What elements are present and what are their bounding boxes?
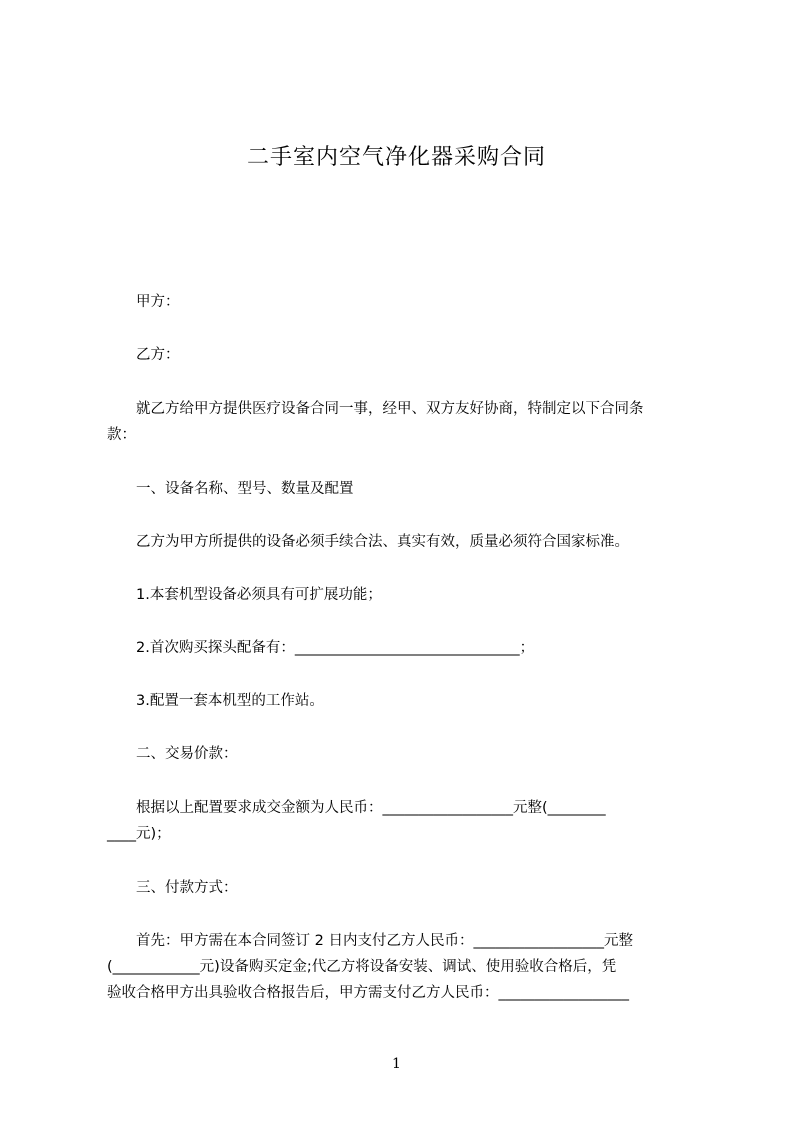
item-3: 3.配置一套本机型的工作站。 <box>136 693 324 709</box>
payment-paragraph-line-1: 首先：甲方需在本合同签订 2 日内支付乙方人民币：__________________元整 <box>136 933 633 949</box>
price-paragraph-line-1: 根据以上配置要求成交金额为人民币：__________________元整(________ <box>136 800 606 816</box>
section-1-heading: 一、设备名称、型号、数量及配置 <box>136 481 354 497</box>
intro-paragraph-line-2: 款： <box>107 427 136 443</box>
price-paragraph-line-2: ____元)； <box>107 826 171 842</box>
section-1-body: 乙方为甲方所提供的设备必须手续合法、真实有效，质量必须符合国家标准。 <box>136 534 629 550</box>
payment-paragraph-line-2: (____________元)设备购买定金;代乙方将设备安装、调试、使用验收合格后，凭 <box>107 959 617 975</box>
document-title: 二手室内空气净化器采购合同 <box>246 145 546 170</box>
section-3-heading: 三、付款方式： <box>136 880 238 896</box>
section-2-heading: 二、交易价款： <box>136 746 238 762</box>
intro-paragraph-line-1: 就乙方给甲方提供医疗设备合同一事，经甲、双方友好协商，特制定以下合同条 <box>136 401 644 417</box>
page-number: 1 <box>392 1056 401 1072</box>
item-2: 2.首次购买探头配备有：_______________________________； <box>136 640 535 656</box>
party-a-label: 甲方： <box>136 294 180 310</box>
item-1: 1.本套机型设备必须具有可扩展功能； <box>136 587 382 603</box>
party-b-label: 乙方： <box>136 347 180 363</box>
payment-paragraph-line-3: 验收合格甲方出具验收合格报告后，甲方需支付乙方人民币：__________________ <box>107 985 629 1001</box>
